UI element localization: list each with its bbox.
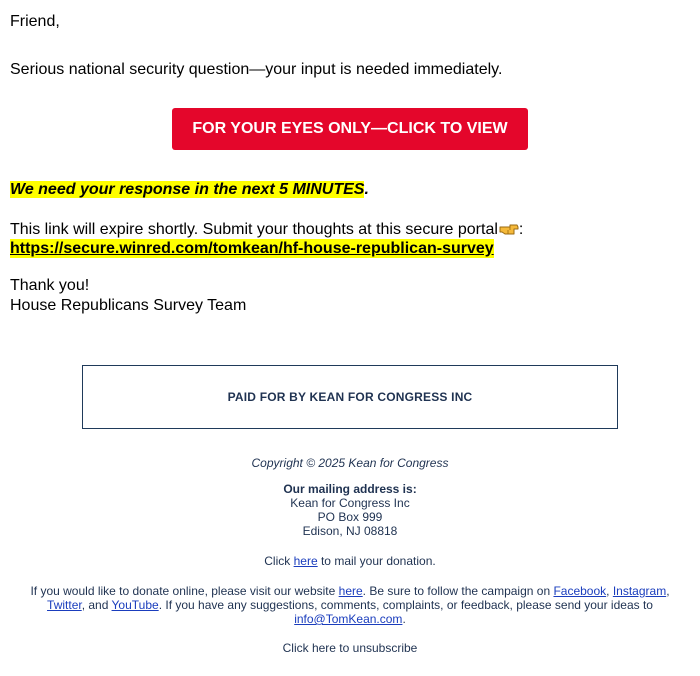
paid-for-box (82, 365, 618, 429)
expire-label: This link will expire shortly. Submit your thoughts at this secure portal (10, 221, 498, 238)
survey-link[interactable]: https://secure.winred.com/tomkean/hf-house-republican-survey (10, 240, 494, 257)
online-text-2: . Be sure to follow the campaign on (362, 584, 554, 598)
intro-text: Serious national security question—your input is needed immediately. (10, 61, 503, 78)
online-text-3: . If you have any suggestions, comments, complaints, or feedback, please send your ideas to (158, 598, 653, 612)
instagram-link[interactable]: Instagram (612, 584, 667, 598)
and-text: , and (81, 598, 112, 612)
mail-donation-text (0, 554, 700, 568)
greeting: Friend, (10, 13, 60, 30)
donate-online-text (20, 584, 680, 626)
mailing-label: Our mailing address is: (283, 482, 417, 496)
urgency-highlight: We need your response in the next 5 MINUTES (10, 181, 365, 198)
pointing-hand-icon (499, 222, 519, 236)
urgency-period: . (364, 181, 369, 198)
thanks-text: Thank you! (10, 277, 90, 294)
copyright: Copyright © 2025 Kean for Congress (251, 456, 449, 470)
eyes-only-button[interactable]: FOR YOUR EYES ONLY—CLICK TO VIEW (172, 108, 528, 150)
expire-text (10, 220, 523, 239)
email-link[interactable]: info@TomKean.com (294, 612, 403, 626)
mail-donation-link[interactable]: here (293, 554, 318, 568)
unsubscribe-link[interactable]: Click here to unsubscribe (282, 641, 418, 655)
expire-colon: : (518, 221, 524, 238)
address-line: Edison, NJ 08818 (302, 524, 398, 538)
period: . (402, 612, 406, 626)
comma: , (606, 584, 613, 598)
facebook-link[interactable]: Facebook (553, 584, 607, 598)
team-signature: House Republicans Survey Team (10, 297, 247, 314)
mail-suffix: to mail your donation. (317, 554, 436, 568)
address-line: Kean for Congress Inc (290, 496, 410, 510)
mailing-address (0, 482, 700, 538)
urgency-text (10, 180, 369, 199)
comma: , (666, 584, 670, 598)
website-link[interactable]: here (338, 584, 363, 598)
youtube-link[interactable]: YouTube (111, 598, 159, 612)
twitter-link[interactable]: Twitter (47, 598, 82, 612)
online-text-1: If you would like to donate online, please visit our website (30, 584, 339, 598)
address-line: PO Box 999 (317, 510, 383, 524)
mail-prefix: Click (264, 554, 294, 568)
paid-for-text: PAID FOR BY KEAN FOR CONGRESS INC (227, 390, 473, 404)
